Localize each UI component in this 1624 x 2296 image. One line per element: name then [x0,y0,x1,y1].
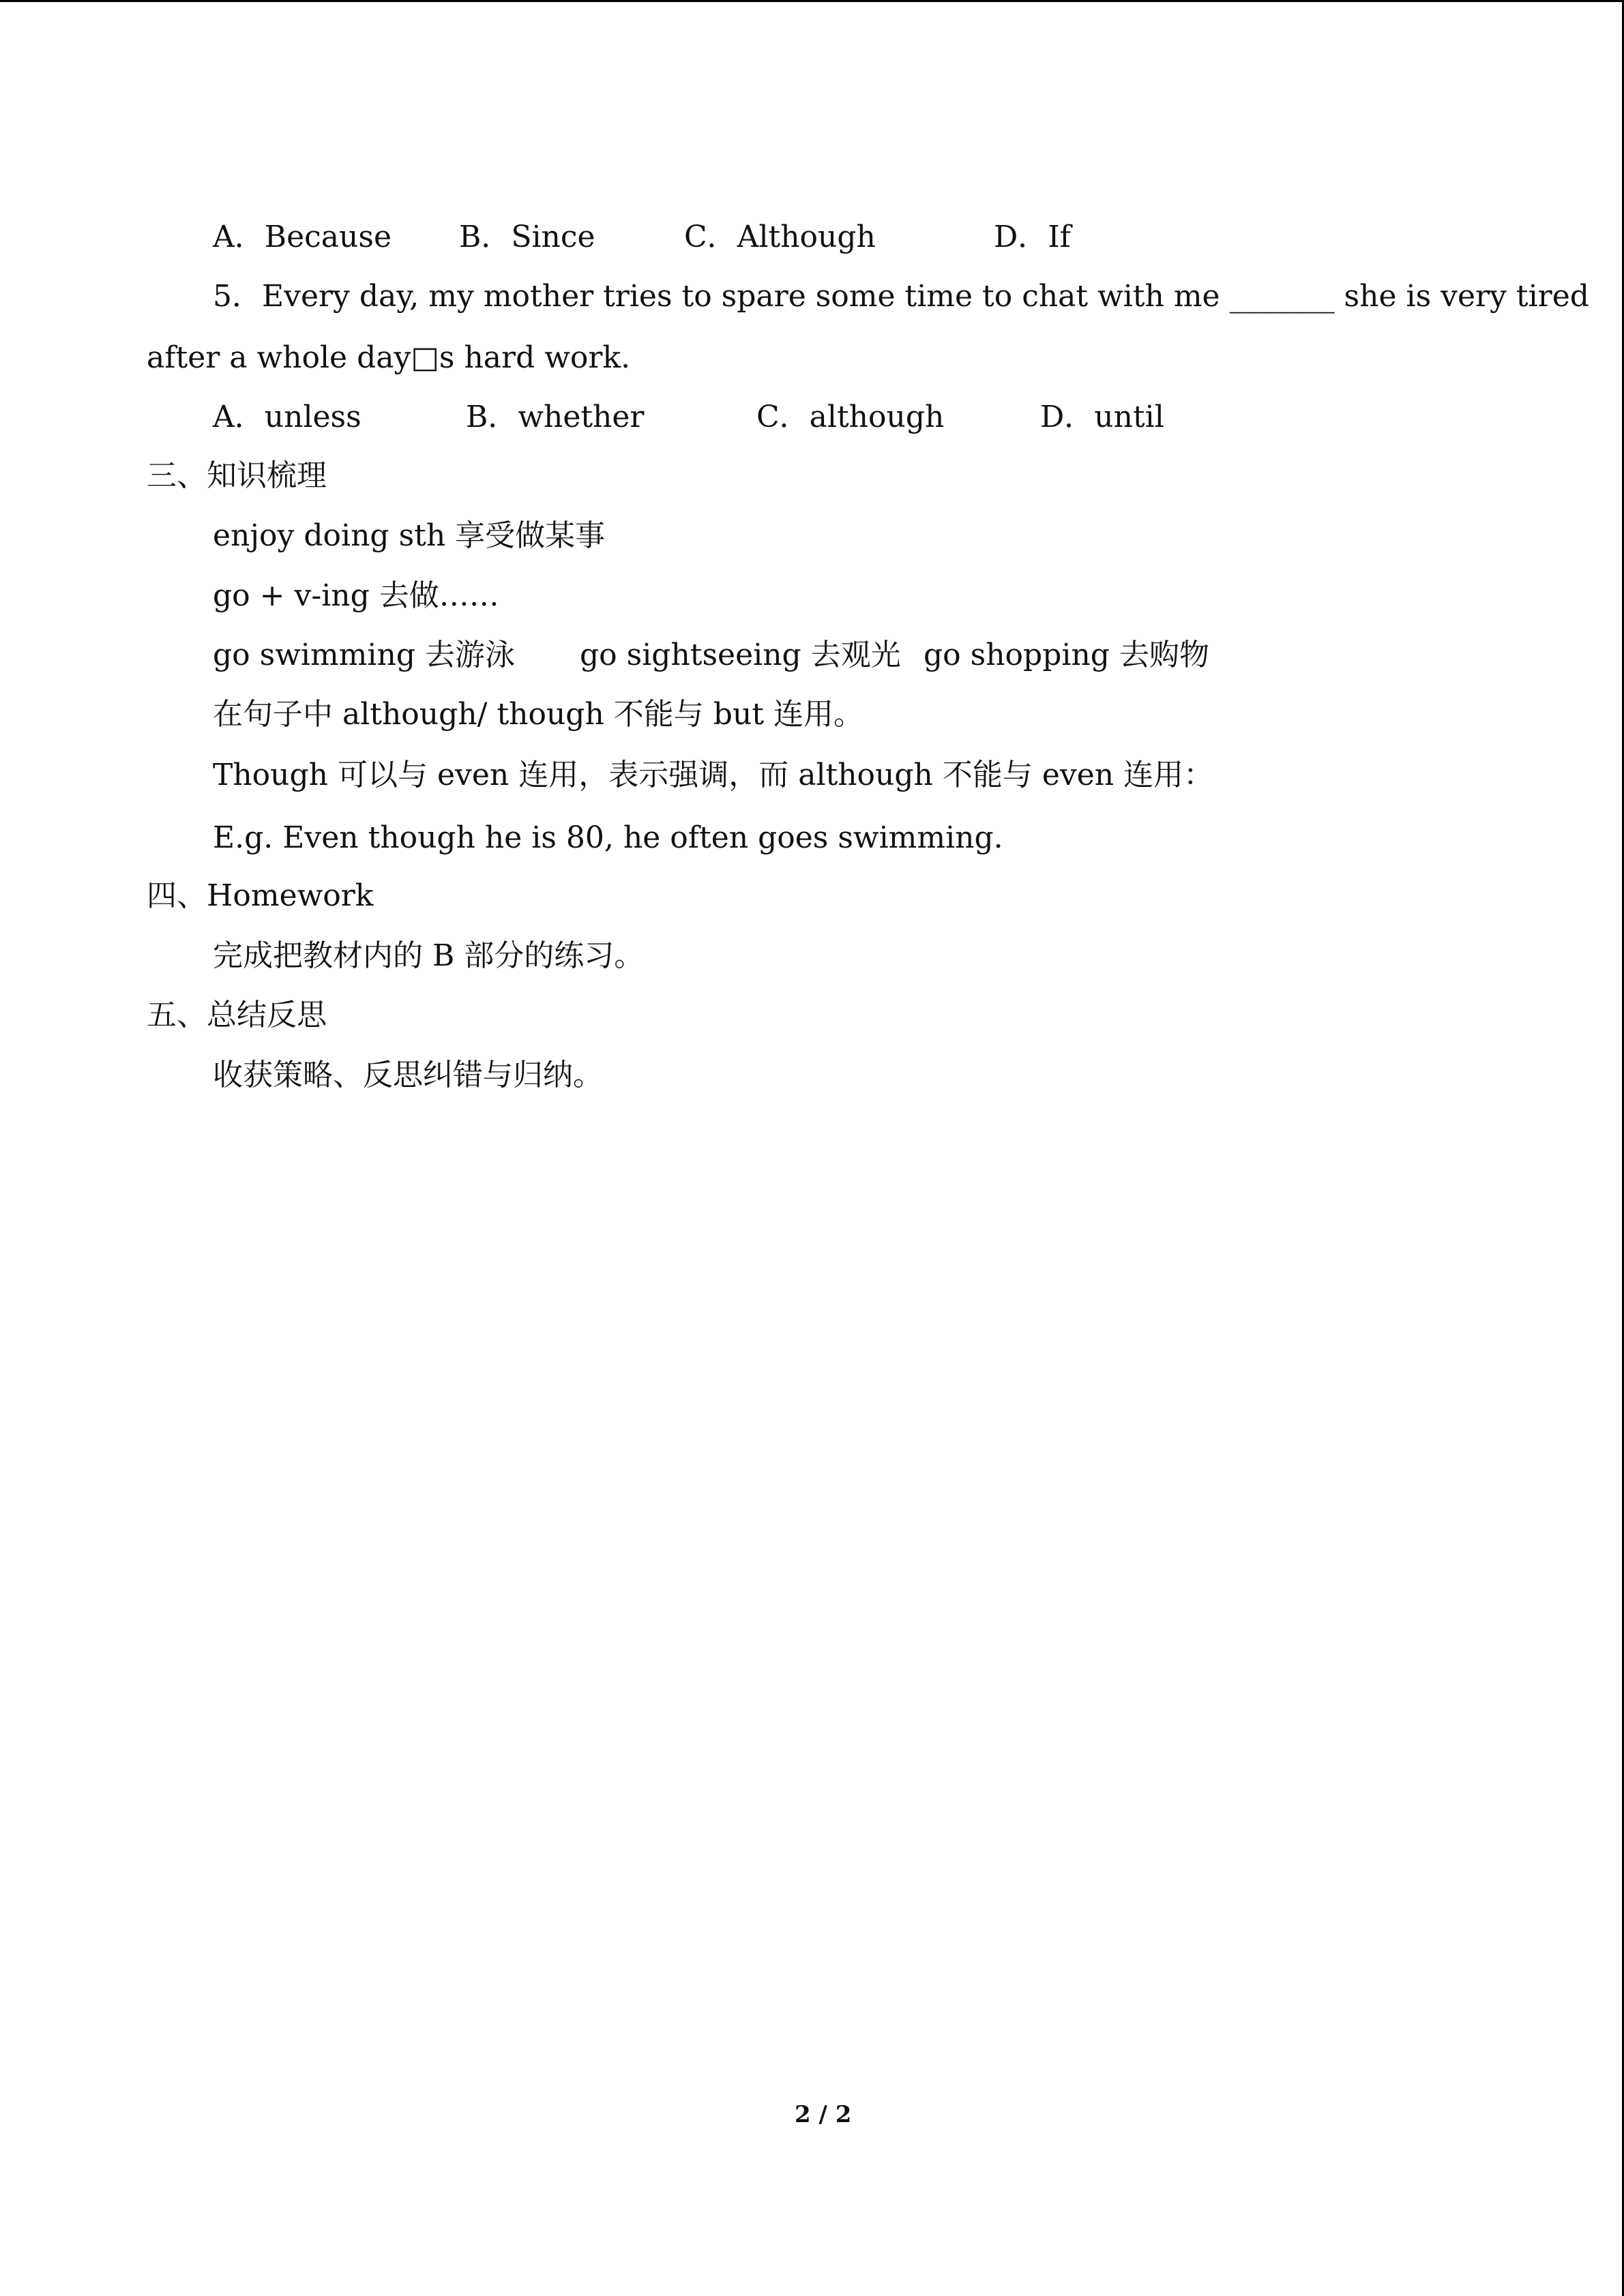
q4-option-d: D．If [994,220,1071,254]
q5-option-a: A．unless [213,400,361,434]
section3-line-go-ving: go + v-ing 去做…… [213,578,499,613]
page-top-border [0,0,1624,2]
section3-line-although: 在句子中 although/ though 不能与 but 连用。 [213,697,863,732]
q4-option-a: A．Because [213,220,392,254]
section4-line: 完成把教材内的 B 部分的练习。 [213,938,645,973]
q5-text-line1: 5．Every day, my mother tries to spare some time to chat with me _______ she is very tired [213,279,1589,314]
q4-option-b: B．Since [459,220,595,254]
section3-phrase-shopping: go shopping 去购物 [924,638,1209,672]
section3-phrase-swimming: go swimming 去游泳 [213,638,515,672]
section3-line-enjoy: enjoy doing sth 享受做某事 [213,518,606,553]
q4-option-c: C．Although [684,220,876,254]
section3-heading: 三、知识梳理 [147,458,327,493]
q5-option-b: B．whether [466,400,645,434]
section5-heading: 五、总结反思 [147,998,327,1032]
page-number: 2 / 2 [795,2101,852,2128]
section3-line-example: E.g. Even though he is 80, he often goes swimming. [213,820,1003,855]
q5-option-c: C．although [756,400,945,434]
q5-text-line2: after a whole day□s hard work. [147,340,631,375]
section4-heading: 四、Homework [147,878,374,913]
section5-line: 收获策略、反思纠错与归纳。 [213,1058,603,1092]
section3-line-though-even: Though 可以与 even 连用，表示强调，而 although 不能与 even 连用： [213,758,1214,792]
section3-phrase-sightseeing: go sightseeing 去观光 [580,638,901,672]
q5-option-d: D．until [1040,400,1164,434]
